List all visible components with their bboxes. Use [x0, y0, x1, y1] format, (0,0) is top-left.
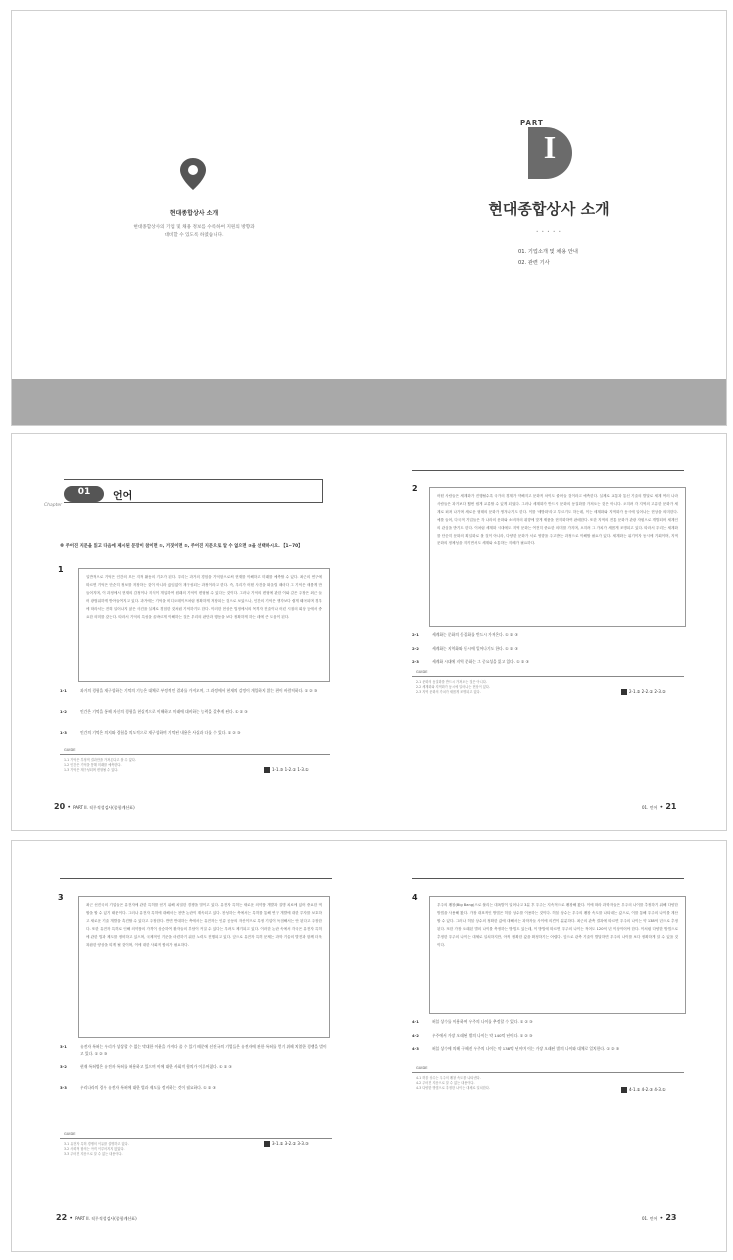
- answer-icon: [621, 1087, 627, 1093]
- part-numeral: I: [543, 129, 557, 165]
- answer-key: 2-1.② 2-2.① 2-3.②: [621, 689, 666, 695]
- question-item[interactable]: 2-1 세계화는 문화의 동질화를 반드시 가져온다. ① ② ③: [412, 632, 518, 637]
- passage-box: 어떤 사람들은 세계화가 진행될수록 국가의 경계가 약해지고 문화적 차이도 줄어들 것이라고 예측한다. 실제로 교통과 통신 기술의 발달로 세계 여러 나라 사람들은 과거보다 훨씬 쉽게 교류할 수 있게 되었다. 그러나 세계화가 반드시 문화의 동질화를 가져오는 것은 아니다. 오히려 각 지역의 고유한 문화가 세계로 퍼져 나가며 새로운 형태의 문화가 생겨나기도 한다. 이를 '세방화'라고 부르기도 하는데, 이는 세계화와 지역화가 동시에 일어나는 현상을 의미한다. 예를 들어, 다국적 기업들은 각 나라의 문화와 소비자의 취향에 맞게 제품을 현지화하여 판매한다. 또한 지역의 전통 문화가 관광 자원으로 개발되어 세계인의 관심을 받기도 한다. 이처럼 세계화 시대에도 지역 문화는 여전히 중요한 의미를 가지며, 오히려 그 가치가 새롭게 조명되고 있다. 따라서 우리는 세계화를 단순히 문화의 획일화로 볼 것이 아니라, 다양한 문화가 서로 영향을 주고받는 과정으로 이해할 필요가 있다. 세계화는 위기이자 동시에 기회이며, 지역 문화의 정체성을 지키면서도 세계와 소통하는 지혜가 필요하다.: [429, 487, 686, 627]
- header-rule: [412, 878, 684, 879]
- guide-line: 3-1 유전자 특허 경쟁의 이유를 설명하고 있다.: [64, 1142, 129, 1146]
- question-item[interactable]: 2-2 세계화는 지역화와 동시에 일어나기도 한다. ① ② ③: [412, 646, 518, 651]
- part-title: 현대종합상사 소개: [488, 200, 610, 218]
- guide-label: GUIDE: [416, 1066, 428, 1070]
- guide-line: 2-3 지역 문화의 가치가 새롭게 조명되고 있다.: [416, 690, 481, 694]
- page-21: [370, 434, 728, 830]
- question-number: 2: [412, 484, 418, 493]
- header-rule: [60, 878, 332, 879]
- section-desc-line1: 현대종합상사의 기업 및 채용 정보를 수록하여 지원의 방향과: [133, 225, 255, 230]
- question-item[interactable]: 3-2 현재 특허법은 유전자 특허를 허용하고 있으며 이에 대한 사회적 합의가 이루어졌다. ① ② ③: [60, 1064, 232, 1069]
- question-item[interactable]: 3-3 우리나라의 경우 유전자 특허에 대한 법과 제도를 정비하는 것이 필요하다. ① ② ③: [60, 1085, 216, 1090]
- question-item[interactable]: 2-3 세계화 시대에 지역 문화는 그 중요성을 잃고 있다. ① ② ③: [412, 659, 529, 664]
- guide-section: [412, 670, 684, 699]
- answer-key: 1-1.③ 1-2.① 1-3.①: [264, 767, 309, 773]
- passage-box: 우주의 팽창(Big Bang)으로 불리는 대폭발이 일어나고 3분 후 우주는 지속적으로 팽창해 왔다. 이에 따라 과학자들은 우주의 나이를 추정하기 위해 다양한 방법을 사용해 왔다. 가장 대표적인 방법은 허블 상수를 이용하는 것이다. 허블 상수는 우주의 팽창 속도를 나타내는 값으로, 이를 통해 우주의 나이를 계산할 수 있다. 그러나 허블 상수의 정확한 값에 대해서는 과학자들 사이에 의견이 분분하다. 최근의 관측 결과에 따르면 우주의 나이는 약 138억 년으로 추정된다. 또한 가장 오래된 별의 나이를 측정하는 방법도 있는데, 이 방법에 따르면 우주의 나이는 적어도 120억 년 이상이어야 한다. 이처럼 다양한 방법으로 추정한 우주의 나이는 대체로 일치하지만, 아직 정확한 값을 확정하기는 어렵다. 앞으로 관측 기술이 발달하면 우주의 나이를 보다 정확하게 알 수 있을 것이다.: [429, 896, 686, 1014]
- toc-item[interactable]: 01. 기업소개 및 채용 안내: [518, 249, 578, 255]
- passage-box: 일반적으로 기억은 인간의 모든 지적 활동의 기초가 된다. 우리는 과거의 경험을 기억함으로써 현재를 이해하고 미래를 예측할 수 있다. 최근의 연구에 따르면 기억은 단순히 정보를 저장하는 것이 아니라 끊임없이 재구성되는 과정이라고 한다. 즉, 우리가 어떤 사건을 떠올릴 때마다 그 기억은 새롭게 만들어지며, 이 과정에서 현재의 감정이나 지식이 개입하여 원래의 기억이 변형될 수 있다는 것이다. 그러나 기억의 변형에 관한 이와 같은 주장은 최근 들어 광범위하게 받아들여지고 있다. 과거에는 기억을 비디오테이프처럼 정확하게 저장되는 것으로 보았으나, 인간의 기억은 생각보다 쉽게 왜곡되며 경우에 따라서는 전혀 일어나지 않은 사건을 실제로 경험한 것처럼 기억하기도 한다. 이러한 현상은 법정에서의 목격자 진술이나 어린 시절의 회상 등에서 중요한 의미를 갖는다. 따라서 기억의 특성을 올바르게 이해하는 것은 우리의 판단과 행동을 보다 정확하게 하는 데에 큰 도움이 된다.: [78, 568, 330, 682]
- question-number: 1: [58, 565, 64, 574]
- guide-line: 1-1 기억은 부정적 결과만을 가져온다고 볼 수 없다.: [64, 758, 136, 762]
- spread-part-cover: [11, 10, 727, 426]
- answer-icon: [264, 767, 270, 773]
- page-left-cover: [12, 11, 370, 425]
- answer-icon: [621, 689, 627, 695]
- section-title: 현대종합상사 소개: [169, 210, 219, 217]
- question-item[interactable]: 4-2 우주에서 가장 오래된 별의 나이는 약 140억 년이다. ① ② ③: [412, 1033, 533, 1038]
- question-number: 3: [58, 893, 64, 902]
- page-folio: 01. 언어 • 21: [642, 802, 677, 811]
- page-23: [370, 841, 728, 1251]
- running-head: 01. 언어: [642, 805, 658, 810]
- running-head: 01. 언어: [642, 1216, 658, 1221]
- passage-box: 최근 선진국의 기업들은 유전자에 관한 특허를 얻기 위해 치열한 경쟁을 벌이고 있다. 유전자 특허는 새로운 의약품 개발과 질병 치료에 있어 중요한 역할을 할 수 있기 때문이다. 그러나 유전자 특허에 대해서는 찬반 논란이 계속되고 있다. 찬성하는 측에서는 특허를 통해 연구 개발에 대한 투자를 보호하고 새로운 기술 개발을 촉진할 수 있다고 주장한다. 반면 반대하는 측에서는 유전자는 인류 공동의 자산이므로 특정 기업이 독점해서는 안 된다고 주장한다. 또한 유전자 특허로 인해 의약품의 가격이 상승하여 환자들의 부담이 커질 수 있다는 우려도 제기되고 있다. 이러한 논란 속에서 각국은 유전자 특허에 관한 법과 제도를 정비하고 있으며, 국제적인 기준을 마련하기 위한 노력도 진행되고 있다. 앞으로 유전자 특허 문제는 과학 기술의 발전과 함께 더욱 복잡한 양상을 띠게 될 것이며, 이에 대한 사회적 합의가 필요하다.: [78, 896, 330, 1038]
- page-number: 21: [665, 802, 677, 811]
- question-item[interactable]: 3-1 유전자 특허는 우리가 상상할 수 없는 막대한 이윤을 가져다 줄 수 있기 때문에 선진국의 기업들은 유전자에 관한 특허를 얻기 위해 치열한 경쟁을 벌이고 있다. ① ② ③: [60, 1044, 327, 1056]
- location-pin-icon: [178, 157, 208, 191]
- guide-line: 3-2 사회적 합의는 아직 이루어지지 않았다.: [64, 1147, 125, 1151]
- chapter-number: 01: [77, 487, 91, 497]
- running-head: PART II. 직무적성검사(종합계산표): [75, 1216, 137, 1221]
- guide-line: 2-1 문화의 동질화를 반드시 가져오는 것은 아니다.: [416, 680, 487, 684]
- answer-icon: [264, 1141, 270, 1147]
- guide-line: 1-3 기억은 재구성되며 변형될 수 있다.: [64, 768, 119, 772]
- question-item[interactable]: 1-3 인간의 기억은 의지와 경험을 의도적으로 재구성하며 기억된 내용은 사실과 다를 수 있다. ① ② ③: [60, 730, 241, 735]
- page-number: 20: [54, 802, 66, 811]
- guide-section: [60, 748, 330, 777]
- guide-line: 3-3 주어진 지문으로 알 수 없는 내용이다.: [64, 1152, 123, 1156]
- dots-divider: • • • • •: [536, 229, 562, 234]
- guide-line: 4-1 허블 상수는 우주의 팽창 속도를 나타낸다.: [416, 1076, 481, 1080]
- section-desc-line2: 대비할 수 있도록 하였습니다.: [164, 233, 224, 238]
- question-number: 4: [412, 893, 418, 902]
- toc-item[interactable]: 02. 관련 기사: [518, 260, 550, 266]
- question-item[interactable]: 1-1 과거의 경험을 재구성하는 기억의 기능은 대체로 부정적인 결과를 가져오며, 그 과정에서 현재의 감정이 개입하지 않는 편이 바람직하다. ① ② ③: [60, 688, 318, 693]
- guide-label: GUIDE: [64, 1132, 76, 1136]
- guide-line: 2-2 세계화와 지역화가 동시에 일어나는 현상이 있다.: [416, 685, 490, 689]
- question-item[interactable]: 4-1 허블 상수를 이용하여 우주의 나이를 추정할 수 있다. ① ② ③: [412, 1019, 533, 1024]
- spread-pages-22-23: [11, 840, 727, 1252]
- page-number: 23: [665, 1213, 677, 1222]
- answer-key: 4-1.① 4-2.③ 4-3.①: [621, 1087, 666, 1093]
- guide-label: GUIDE: [416, 670, 428, 674]
- guide-label: GUIDE: [64, 748, 76, 752]
- instruction: ※ 주어진 지문을 읽고 다음에 제시된 문장이 참이면 ①, 거짓이면 ②, 주어진 지문으로 알 수 없으면 ③을 선택하시오. 【1~70】: [60, 544, 303, 549]
- chapter-title: 언어: [113, 491, 133, 502]
- chapter-label: Chapter: [44, 503, 62, 508]
- page-folio: 20 • PART II. 직무적성검사(종합계산표): [54, 802, 135, 811]
- question-item[interactable]: 1-2 인간은 기억을 통해 자신의 경험을 현실적으로 이해하고 미래에 대비하는 능력을 갖추게 된다. ① ② ③: [60, 709, 248, 714]
- page-22: [12, 841, 370, 1251]
- question-item[interactable]: 4-3 허블 상수에 의해 구해진 우주의 나이는 약 138억 년이며 이는 가장 오래된 별의 나이와 대체로 일치한다. ① ② ③: [412, 1046, 620, 1051]
- page-folio: 22 • PART II. 직무적성검사(종합계산표): [56, 1213, 137, 1222]
- page-20: [12, 434, 370, 830]
- page-right-part-title: [370, 11, 728, 425]
- guide-line: 4-2 주어진 지문으로 알 수 없는 내용이다.: [416, 1081, 475, 1085]
- guide-line: 4-3 다양한 방법으로 추정한 나이는 대체로 일치한다.: [416, 1086, 490, 1090]
- page-number: 22: [56, 1213, 68, 1222]
- running-head: PART II. 직무적성검사(종합계산표): [73, 805, 135, 810]
- part-label: PART: [520, 119, 544, 127]
- header-rule: [412, 470, 684, 471]
- spread-pages-20-21: [11, 433, 727, 831]
- page-folio: 01. 언어 • 23: [642, 1213, 677, 1222]
- answer-key: 3-1.① 3-2.② 3-3.③: [264, 1141, 309, 1147]
- guide-line: 1-2 인간은 기억을 통해 미래를 예측한다.: [64, 763, 122, 767]
